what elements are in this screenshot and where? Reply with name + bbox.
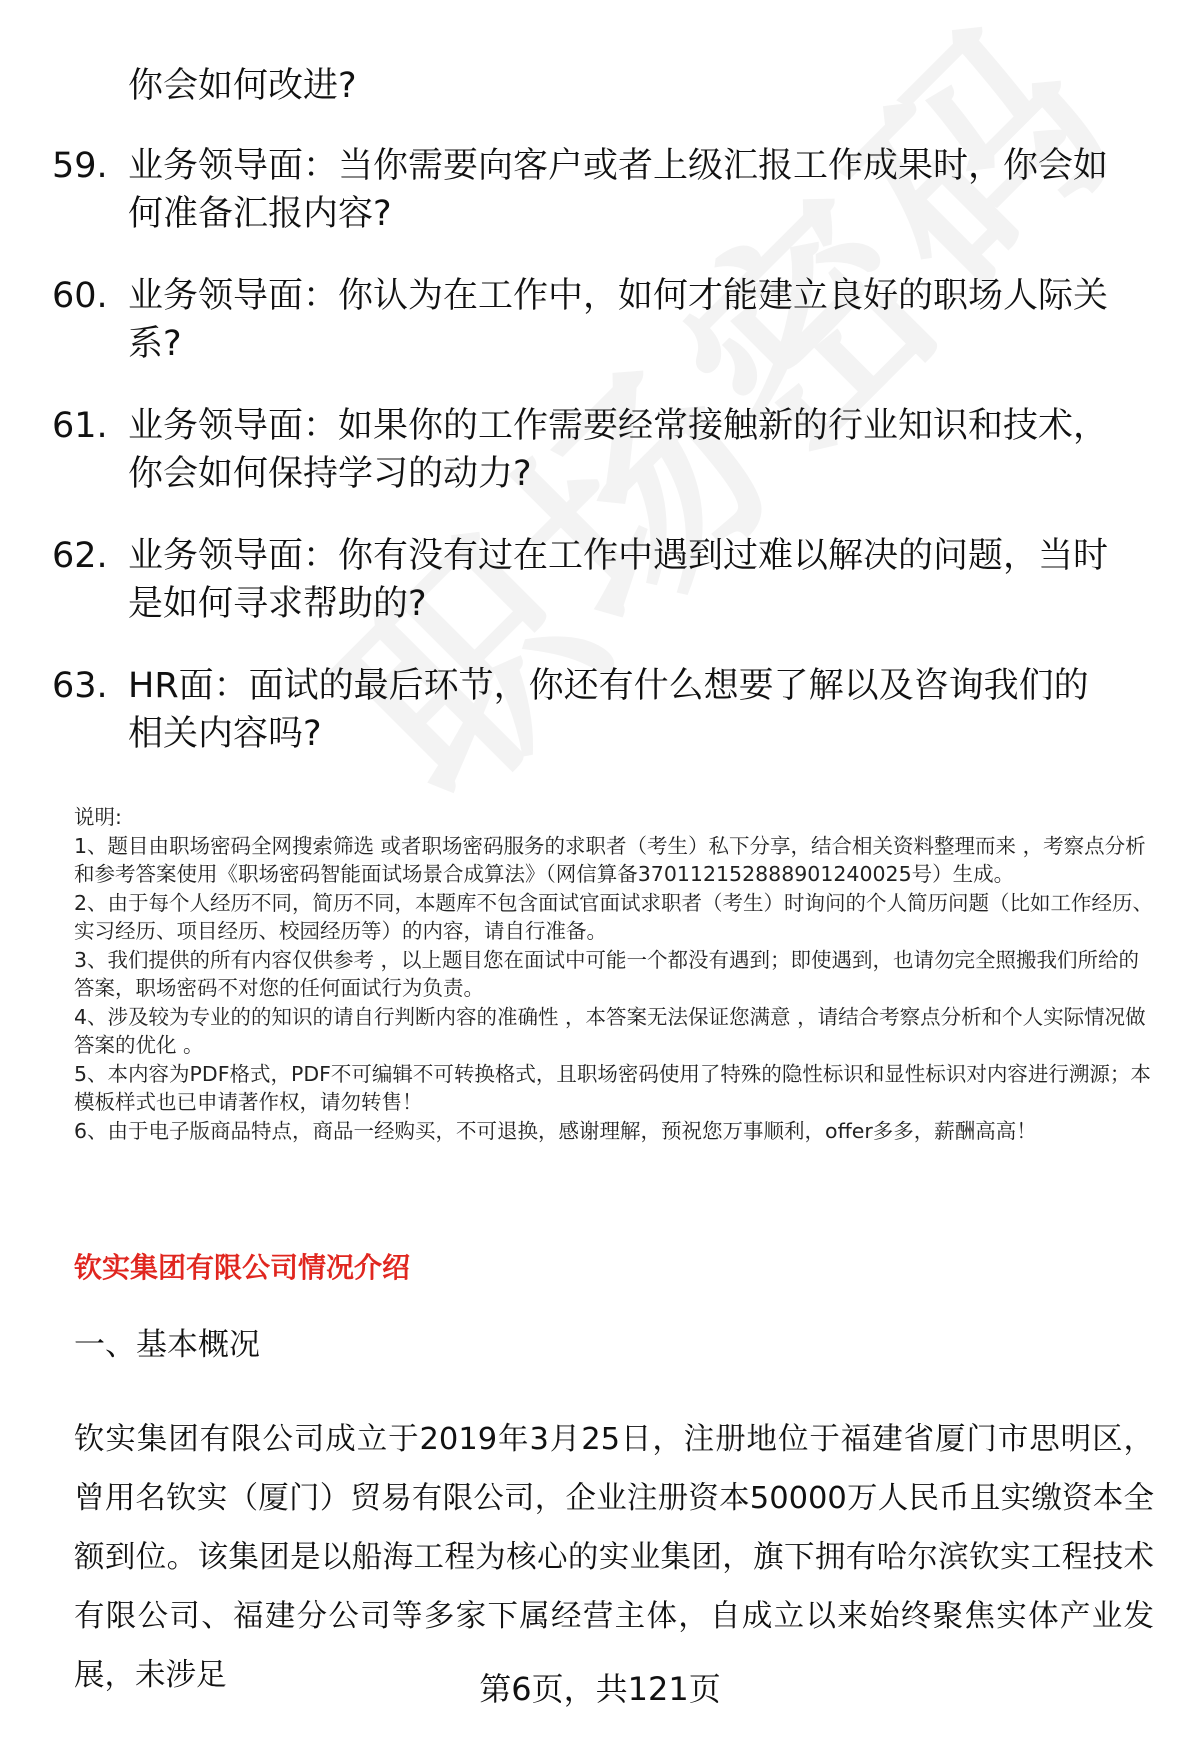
question-text: 业务领导面：当你需要向客户或者上级汇报工作成果时，你会如何准备汇报内容? (128, 146, 1109, 234)
question-number: 61. (52, 406, 108, 446)
question-item (52, 142, 1112, 238)
question-text: 业务领导面：如果你的工作需要经常接触新的行业知识和技术，你会如何保持学习的动力? (128, 406, 1109, 494)
notes-heading: 说明: (74, 805, 122, 829)
question-number: 63. (52, 666, 108, 706)
page-footer: 第6页，共121页 (479, 1670, 721, 1708)
question-item (52, 402, 1112, 498)
question-number: 62. (52, 536, 108, 576)
note-item: 2、由于每个人经历不同，简历不同，本题库不包含面试官面试求职者（考生）时询问的个人简历问题（比如工作经历、实习经历、项目经历、校园经历等）的内容，请自行准备。 (74, 890, 1154, 943)
question-item (52, 532, 1112, 628)
question-item (52, 272, 1112, 368)
question-continuation: 你会如何改进? (128, 66, 357, 106)
note-item: 3、我们提供的所有内容仅供参考 ，以上题目您在面试中可能一个都没有遇到；即使遇到，也请勿完全照搬我们所给的答案，职场密码不对您的任何面试行为负责。 (74, 947, 1140, 1000)
question-number: 60. (52, 276, 108, 316)
question-text: HR面：面试的最后环节，你还有什么想要了解以及咨询我们的相关内容吗? (128, 666, 1089, 754)
note-item: 5、本内容为PDF格式，PDF不可编辑不可转换格式，且职场密码使用了特殊的隐性标识和显性标识对内容进行溯源；本模板样式也已申请著作权，请勿转售！ (74, 1061, 1151, 1114)
company-title: 钦实集团有限公司情况介绍 (74, 1251, 411, 1284)
section-heading: 一、基本概况 (74, 1327, 260, 1363)
question-text: 业务领导面：你认为在工作中，如何才能建立良好的职场人际关系? (128, 276, 1109, 364)
note-item: 4、涉及较为专业的的知识的请自行判断内容的准确性 ，本答案无法保证您满意 ，请结合考察点分析和个人实际情况做答案的优化 。 (74, 1004, 1146, 1057)
question-text: 业务领导面：你有没有过在工作中遇到过难以解决的问题，当时是如何寻求帮助的? (128, 536, 1109, 624)
question-item (52, 662, 1112, 758)
body-paragraph: 钦实集团有限公司成立于2019年3月25日，注册地位于福建省厦门市思明区，曾用名钦实（厦门）贸易有限公司，企业注册资本50000万人民币且实缴资本全额到位。该集团是以船海工程为核心的实业集团，旗下拥有哈尔滨钦实工程技术有限公司、福建分公司等多家下属经营主体，自成立以来始终聚焦实体产业发展，未涉足 (74, 1422, 1154, 1693)
note-item: 6、由于电子版商品特点，商品一经购买，不可退换，感谢理解，预祝您万事顺利，offer多多，薪酬高高！ (74, 1118, 1037, 1143)
question-list (52, 142, 1152, 792)
question-number: 59. (52, 146, 108, 186)
notes-section (74, 803, 1159, 1145)
note-item: 1、题目由职场密码全网搜索筛选 或者职场密码服务的求职者（考生）私下分享，结合相关资料整理而来 ，考察点分析和参考答案使用《职场密码智能面试场景合成算法》（网信算备370112152888901240025号）生成。 (74, 833, 1146, 886)
